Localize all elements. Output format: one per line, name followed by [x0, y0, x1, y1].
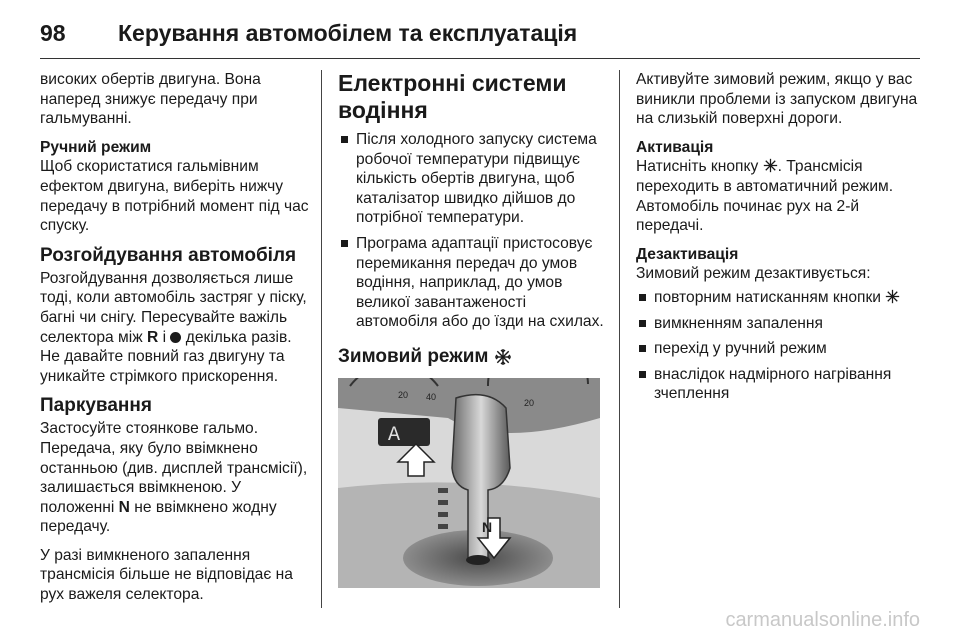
winter-intro: Активуйте зимовий режим, якщо у вас виникли проблеми із запуском двигуна на слизькій поверхні дороги. [636, 71, 918, 128]
manual-text: Щоб скористатися гальмівним ефектом двигуна, виберіть нижчу передачу в потрібний момент під час спуску. [40, 158, 309, 235]
gauge-label: 20 [524, 398, 535, 408]
list-item: повторним натисканням кнопки [636, 288, 926, 308]
deactivation-heading: Дезактивація [636, 245, 739, 263]
gear-n-label: N [118, 498, 130, 516]
rocking-heading: Розгойдування автомобіля [40, 244, 297, 266]
illustration-svg [338, 378, 600, 588]
parking-text: Застосуйте стоянкове гальмо. Передача, яку було ввімкнено останньою (див. дисплей трансмісії), залишається ввімкненою. У положенні N не ввімкнено жодну передачу. [40, 420, 308, 536]
ignition-text: У разі вимкненого запалення трансмісія більше не відповідає на рух важеля селектора. [40, 546, 293, 604]
column-divider [619, 70, 620, 608]
snowflake-icon [763, 158, 778, 173]
page-header [40, 8, 920, 58]
page-number: 98 [40, 19, 66, 46]
deactivation-intro: Зимовий режим дезактивується: [636, 265, 871, 283]
list-item: вимкненням запалення [636, 314, 926, 334]
drive-dot-icon [170, 332, 181, 343]
list-item: Після холодного запуску система робочої температури підвищує кількість обертів двигуна, щоб каталізатор швидко дійшов до потрібної температури. [338, 130, 610, 228]
watermark: carmanualsonline.info [725, 609, 920, 631]
snowflake-icon [885, 289, 900, 304]
deactivation-section [636, 245, 926, 284]
transmission-display-letter: A [388, 424, 401, 447]
gear-r-label: R [147, 328, 159, 346]
page-title: Керування автомобілем та експлуатація [118, 19, 578, 46]
list-item: перехід у ручний режим [636, 339, 926, 359]
intro-paragraph: високих обертів двигуна. Вона наперед знижує передачу при гальмуванні. [40, 71, 261, 128]
electronic-systems-heading: Електронні системи водіння [338, 70, 567, 123]
gear-selector-illustration [338, 378, 600, 588]
gear-n-marker: N [482, 519, 493, 535]
manual-section [40, 138, 312, 236]
column-1 [40, 70, 312, 614]
parking-heading: Паркування [40, 395, 152, 417]
column-2 [338, 70, 610, 376]
column-divider [321, 70, 322, 608]
gauge-label: 40 [426, 392, 437, 402]
list-item: внаслідок надмірного нагрівання зчеплення [636, 365, 926, 404]
winter-mode-heading: Зимовий режим [338, 346, 610, 368]
list-item: Програма адаптації пристосовує перемикання передач до умов водіння, наприклад, до умов великої завантаженості автомобіля або до їзди на схилах. [338, 234, 610, 332]
activation-heading: Активація [636, 138, 714, 156]
rocking-text: Розгойдування дозволяється лише тоді, коли автомобіль застряг у піску, багні чи снігу. Пересувайте важіль селектора між R і декілька разів. Не давайте повний газ двигуну та уникайте стрімкого прискорення. [40, 269, 307, 385]
header-rule [40, 58, 920, 59]
column-3 [636, 70, 926, 412]
gauge-label: 20 [398, 390, 409, 400]
manual-heading: Ручний режим [40, 138, 152, 156]
activation-section: Активація Натисніть кнопку . Трансмісія переходить в автоматичний режим. Автомобіль починає рух на 2-й передачі. [636, 138, 926, 236]
electronic-systems-list [338, 130, 610, 332]
deactivation-list [636, 288, 926, 404]
snowflake-icon [494, 348, 512, 366]
